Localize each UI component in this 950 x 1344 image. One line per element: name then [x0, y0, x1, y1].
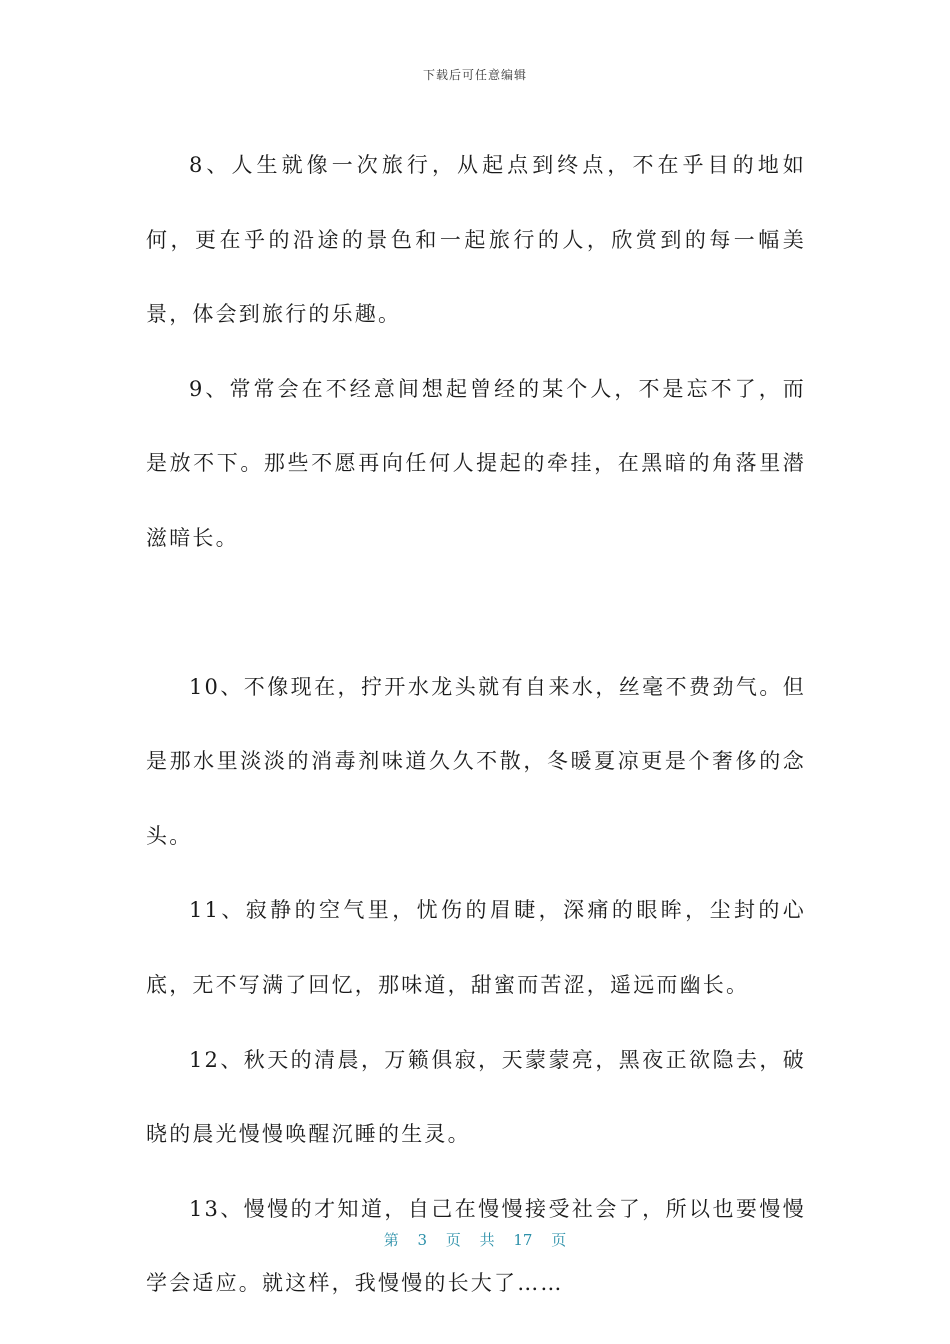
paragraph-gap: [146, 576, 806, 650]
footer-prefix: 第: [383, 1231, 399, 1249]
paragraph-10: 10、不像现在，拧开水龙头就有自来水，丝毫不费劲气。但是那水里淡淡的消毒剂味道久久不散，冬暖夏凉更是个奢侈的念头。: [146, 674, 806, 848]
page-header: 下载后可任意编辑: [422, 68, 527, 82]
footer-total-pages: 17: [513, 1231, 533, 1249]
document-body: [146, 128, 806, 1321]
footer-current-page: 3: [417, 1231, 428, 1249]
footer-middle: 页 共: [445, 1231, 495, 1249]
paragraph-13: 13、慢慢的才知道，自己在慢慢接受社会了，所以也要慢慢学会适应。就这样，我慢慢的长大了……: [146, 1196, 806, 1296]
paragraph-12: 12、秋天的清晨，万籁俱寂，天蒙蒙亮，黑夜正欲隐去，破晓的晨光慢慢唤醒沉睡的生灵。: [146, 1047, 806, 1147]
page-footer: [0, 1229, 950, 1250]
footer-suffix: 页: [551, 1231, 567, 1249]
paragraph-9: 9、常常会在不经意间想起曾经的某个人，不是忘不了，而是放不下。那些不愿再向任何人提起的牵挂，在黑暗的角落里潜滋暗长。: [146, 376, 806, 550]
paragraph-11: 11、寂静的空气里，忧伤的眉睫，深痛的眼眸，尘封的心底，无不写满了回忆，那味道，甜蜜而苦涩，遥远而幽长。: [146, 898, 806, 997]
paragraph-8: 8、人生就像一次旅行，从起点到终点，不在乎目的地如何，更在乎的沿途的景色和一起旅行的人，欣赏到的每一幅美景，体会到旅行的乐趣。: [146, 153, 806, 327]
